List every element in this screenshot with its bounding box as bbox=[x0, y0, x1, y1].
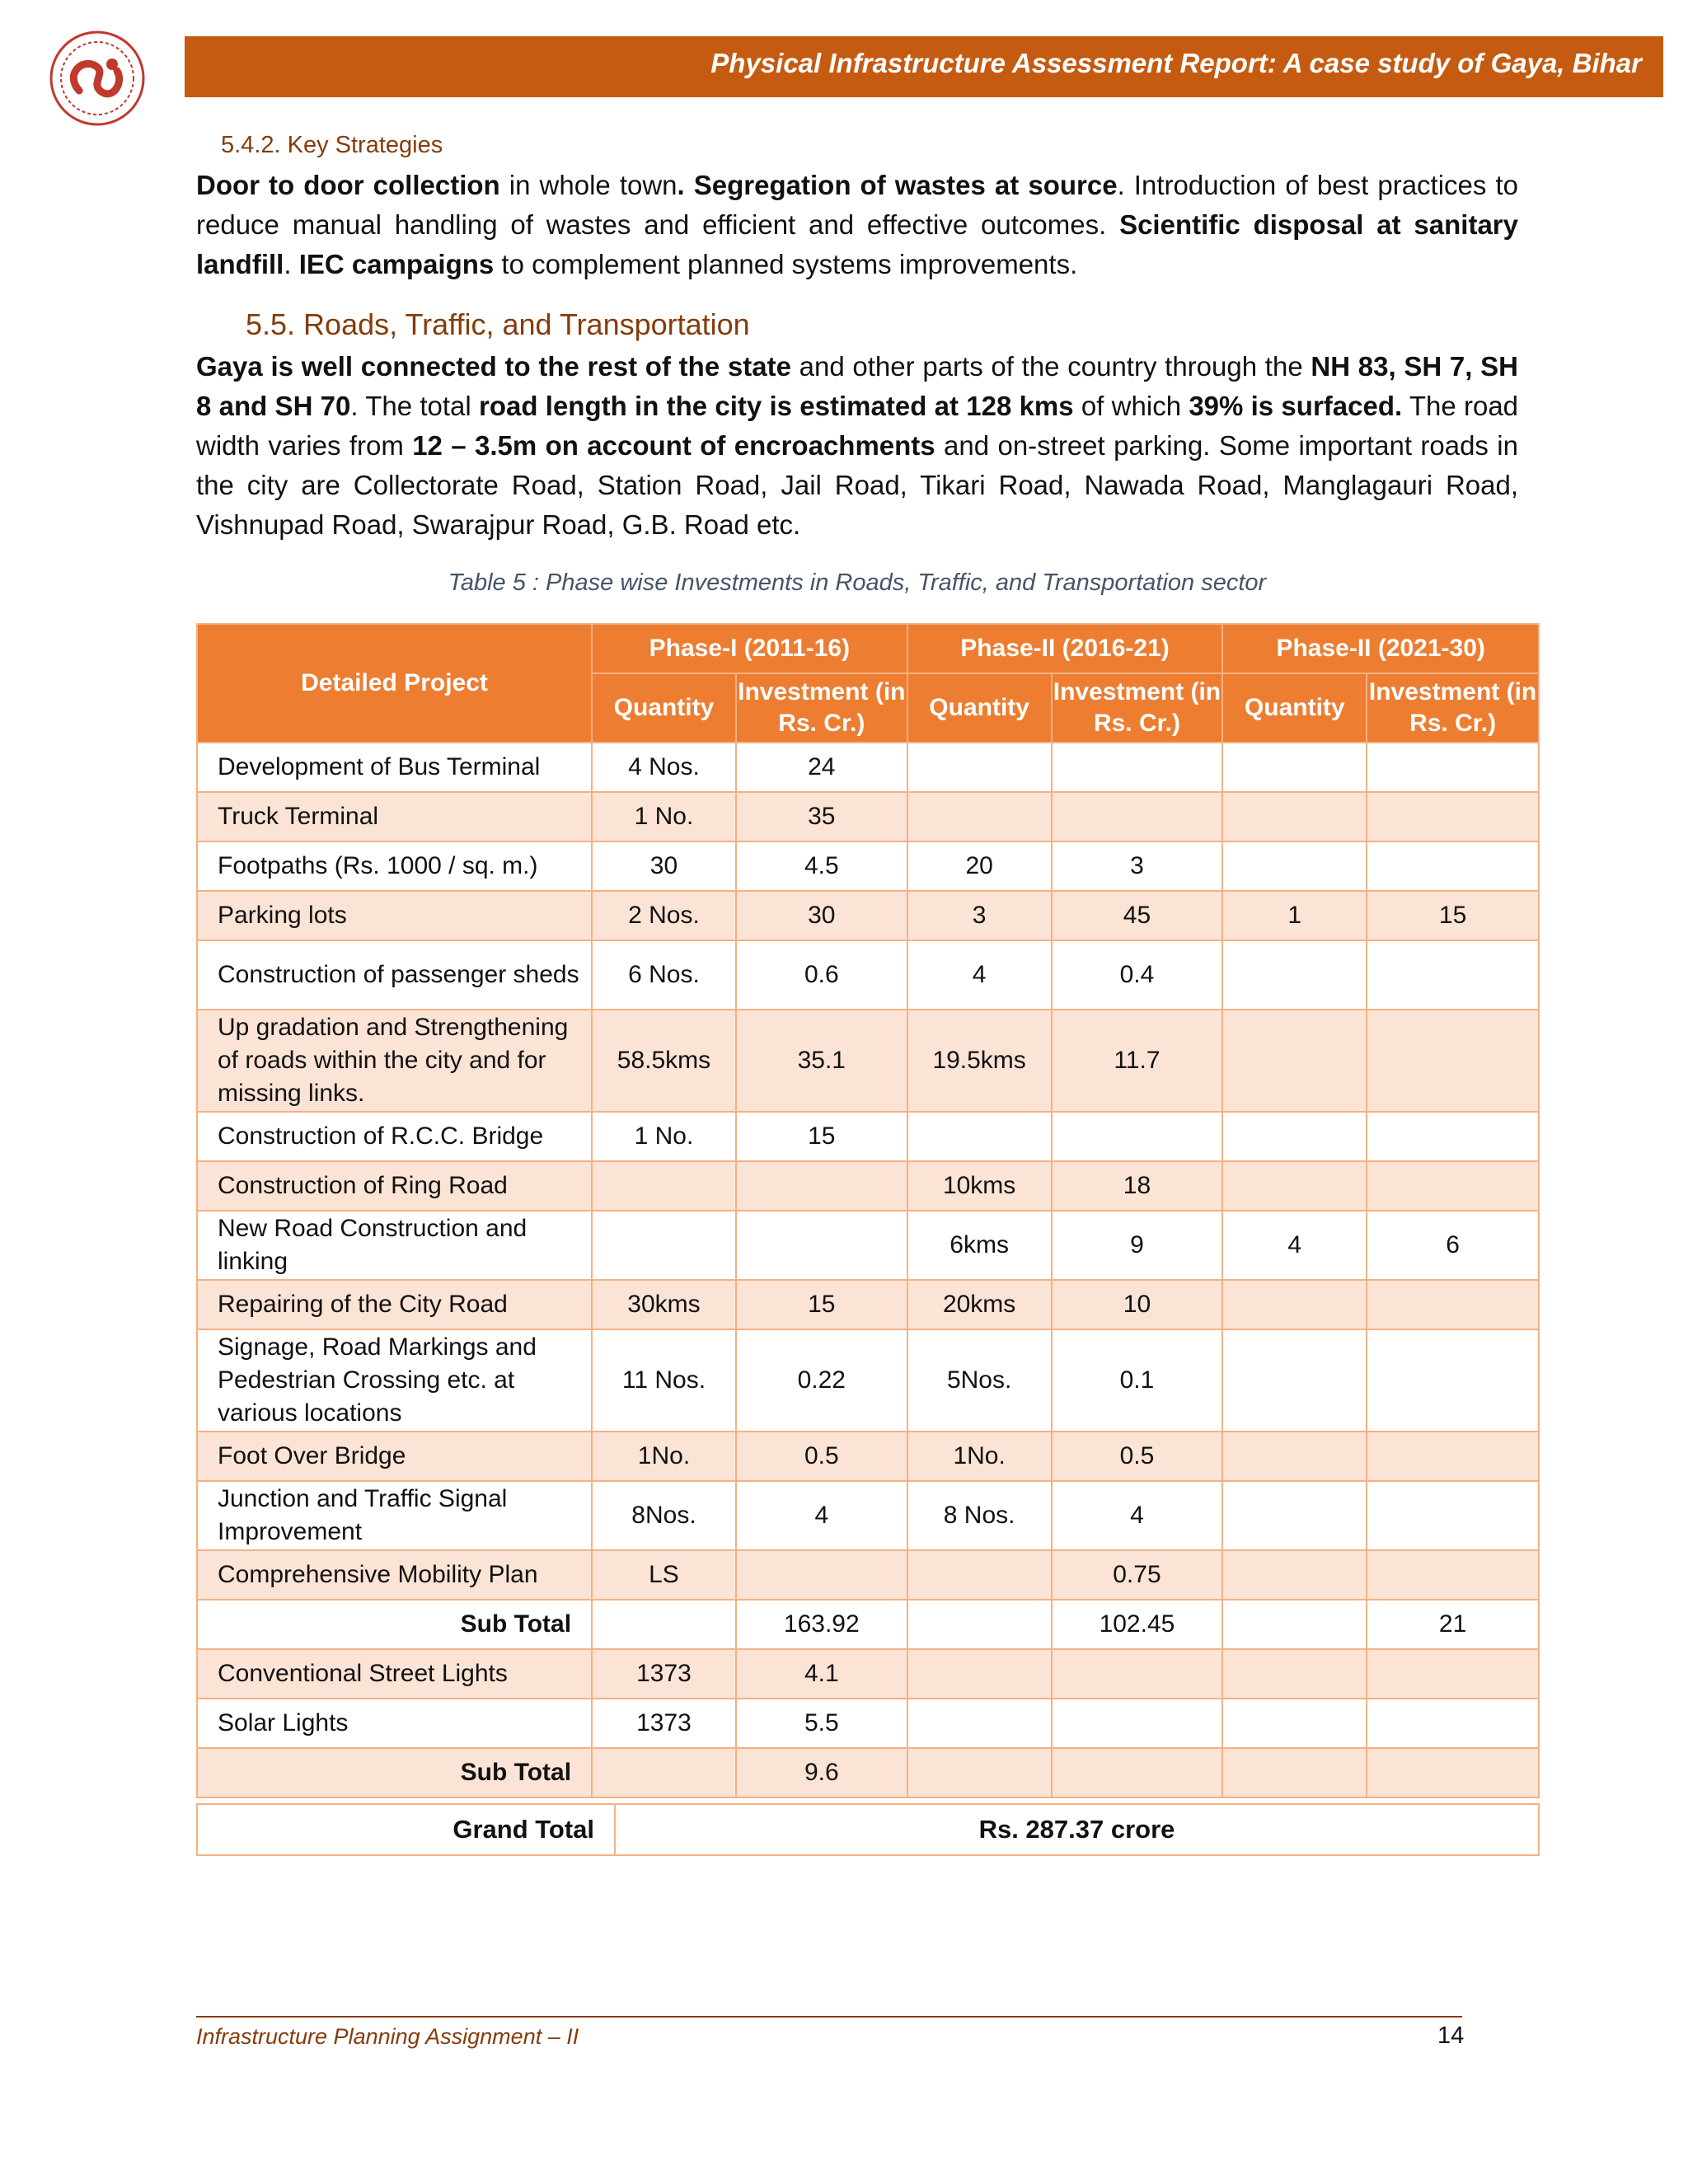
table-caption: Table 5 : Phase wise Investments in Roads, Traffic, and Transportation sector bbox=[448, 569, 1267, 596]
investment-cell: 3 bbox=[1052, 841, 1223, 891]
investment-cell: 0.5 bbox=[1052, 1432, 1223, 1481]
project-name-cell: Conventional Street Lights bbox=[197, 1649, 592, 1699]
quantity-cell: 30kms bbox=[592, 1280, 736, 1329]
investment-cell: 15 bbox=[1367, 891, 1539, 940]
investment-cell: 0.1 bbox=[1052, 1329, 1223, 1432]
text-bold: 12 – 3.5m on account of encroachments bbox=[412, 430, 935, 461]
quantity-cell bbox=[1222, 841, 1367, 891]
quantity-cell: 20kms bbox=[907, 1280, 1052, 1329]
text-run: The road width varies from bbox=[196, 391, 1519, 461]
investment-cell bbox=[1367, 1481, 1539, 1550]
project-name-cell: Truck Terminal bbox=[197, 792, 592, 841]
phase-header: Phase-II (2021-30) bbox=[1222, 624, 1539, 673]
investment-cell bbox=[1367, 940, 1539, 1010]
quantity-cell bbox=[1222, 940, 1367, 1010]
investment-cell bbox=[1367, 1010, 1539, 1112]
quantity-cell bbox=[907, 1699, 1052, 1748]
quantity-cell: 58.5kms bbox=[592, 1010, 736, 1112]
quantity-cell: 4 bbox=[1222, 1211, 1367, 1280]
text-run: . The total bbox=[350, 391, 479, 421]
col-header-investment: Investment (in Rs. Cr.) bbox=[736, 673, 907, 743]
table-row bbox=[197, 1329, 1539, 1432]
quantity-cell: 1373 bbox=[592, 1649, 736, 1699]
table-row bbox=[197, 743, 1539, 792]
investment-cell bbox=[1052, 1649, 1223, 1699]
col-header-investment: Investment (in Rs. Cr.) bbox=[1052, 673, 1223, 743]
table-row bbox=[197, 1699, 1539, 1748]
investment-cell: 102.45 bbox=[1052, 1600, 1223, 1649]
quantity-cell: 1 No. bbox=[592, 1112, 736, 1161]
text-bold: NH 83, SH 7, SH 8 and SH 70 bbox=[196, 351, 1518, 421]
table-row bbox=[197, 940, 1539, 1010]
text-run: . Introduction of best practices to reduce manual handling of wastes and efficient and effective outcomes. bbox=[196, 170, 1519, 240]
quantity-cell bbox=[907, 1550, 1052, 1600]
quantity-cell bbox=[1222, 1550, 1367, 1600]
investment-cell: 4.5 bbox=[736, 841, 907, 891]
quantity-cell bbox=[1222, 792, 1367, 841]
investment-table bbox=[196, 623, 1540, 1798]
quantity-cell bbox=[592, 1211, 736, 1280]
quantity-cell: 8 Nos. bbox=[907, 1481, 1052, 1550]
investment-cell: 18 bbox=[1052, 1161, 1223, 1211]
project-name-cell: Construction of Ring Road bbox=[197, 1161, 592, 1211]
investment-cell bbox=[736, 1161, 907, 1211]
project-name-cell: Construction of passenger sheds bbox=[197, 940, 592, 1010]
text-run: to complement planned systems improvements. bbox=[494, 249, 1078, 279]
table-row bbox=[197, 1010, 1539, 1112]
investment-cell bbox=[1367, 1161, 1539, 1211]
table-row bbox=[197, 1748, 1539, 1797]
quantity-cell: 20 bbox=[907, 841, 1052, 891]
quantity-cell: 4 Nos. bbox=[592, 743, 736, 792]
footer-rule bbox=[196, 2016, 1462, 2018]
footer-assignment-title: Infrastructure Planning Assignment – II bbox=[196, 2024, 579, 2049]
text-bold: . Segregation of wastes at source bbox=[677, 170, 1118, 200]
text-bold: road length in the city is estimated at 128 kms bbox=[479, 391, 1074, 421]
table-row bbox=[197, 1280, 1539, 1329]
quantity-cell bbox=[592, 1161, 736, 1211]
investment-cell bbox=[1367, 1280, 1539, 1329]
quantity-cell: 6kms bbox=[907, 1211, 1052, 1280]
report-title: Physical Infrastructure Assessment Report: A case study of Gaya, Bihar bbox=[710, 48, 1642, 78]
investment-cell: 4 bbox=[736, 1481, 907, 1550]
quantity-cell bbox=[907, 1600, 1052, 1649]
project-name-cell: Comprehensive Mobility Plan bbox=[197, 1550, 592, 1600]
project-name-cell: Development of Bus Terminal bbox=[197, 743, 592, 792]
text-bold: Gaya is well connected to the rest of the state bbox=[196, 351, 791, 382]
quantity-cell bbox=[1222, 1329, 1367, 1432]
investment-cell bbox=[1367, 1550, 1539, 1600]
quantity-cell: 4 bbox=[907, 940, 1052, 1010]
text-bold: Scientific disposal at sanitary landfill bbox=[196, 209, 1518, 279]
quantity-cell: 6 Nos. bbox=[592, 940, 736, 1010]
quantity-cell bbox=[1222, 1161, 1367, 1211]
quantity-cell bbox=[1222, 1481, 1367, 1550]
quantity-cell bbox=[592, 1748, 736, 1797]
investment-cell: 10 bbox=[1052, 1280, 1223, 1329]
text-run: and on-street parking. Some important roads in the city are Collectorate Road, Station Road, Jail Road, Tikari Road, Nawada Road, Manglagauri Road, Vishnupad Road, Swarajpur Road, G.B. Road etc. bbox=[196, 430, 1518, 540]
quantity-cell bbox=[1222, 1748, 1367, 1797]
table-row bbox=[197, 1550, 1539, 1600]
subtotal-label: Sub Total bbox=[197, 1600, 592, 1649]
phase-header: Phase-II (2016-21) bbox=[907, 624, 1223, 673]
table-row bbox=[197, 1112, 1539, 1161]
table-row bbox=[197, 891, 1539, 940]
col-header-quantity: Quantity bbox=[592, 673, 736, 743]
grand-total-label: Grand Total bbox=[197, 1804, 615, 1855]
quantity-cell: LS bbox=[592, 1550, 736, 1600]
quantity-cell: 3 bbox=[907, 891, 1052, 940]
investment-cell: 15 bbox=[736, 1280, 907, 1329]
investment-cell bbox=[1367, 841, 1539, 891]
project-name-cell: Foot Over Bridge bbox=[197, 1432, 592, 1481]
table-row bbox=[197, 1649, 1539, 1699]
col-header-investment: Investment (in Rs. Cr.) bbox=[1367, 673, 1539, 743]
roads-paragraph bbox=[196, 347, 1518, 545]
text-run: . bbox=[284, 249, 299, 279]
investment-cell: 15 bbox=[736, 1112, 907, 1161]
table-row bbox=[197, 1481, 1539, 1550]
project-name-cell: New Road Construction and linking bbox=[197, 1211, 592, 1280]
quantity-cell bbox=[1222, 1010, 1367, 1112]
investment-cell bbox=[736, 1211, 907, 1280]
project-name-cell: Repairing of the City Road bbox=[197, 1280, 592, 1329]
investment-cell: 30 bbox=[736, 891, 907, 940]
quantity-cell bbox=[907, 1748, 1052, 1797]
text-bold: IEC campaigns bbox=[298, 249, 495, 279]
key-strategies-paragraph bbox=[196, 166, 1518, 284]
investment-cell: 5.5 bbox=[736, 1699, 907, 1748]
investment-cell: 0.5 bbox=[736, 1432, 907, 1481]
investment-cell bbox=[1367, 1112, 1539, 1161]
quantity-cell: 1No. bbox=[907, 1432, 1052, 1481]
text-run: and other parts of the country through the bbox=[790, 351, 1311, 382]
quantity-cell: 10kms bbox=[907, 1161, 1052, 1211]
quantity-cell bbox=[1222, 1432, 1367, 1481]
investment-cell bbox=[1367, 792, 1539, 841]
quantity-cell: 2 Nos. bbox=[592, 891, 736, 940]
quantity-cell: 1 bbox=[1222, 891, 1367, 940]
investment-cell: 21 bbox=[1367, 1600, 1539, 1649]
investment-cell bbox=[1367, 1748, 1539, 1797]
investment-cell: 0.22 bbox=[736, 1329, 907, 1432]
quantity-cell: 19.5kms bbox=[907, 1010, 1052, 1112]
investment-cell bbox=[1052, 743, 1223, 792]
investment-cell: 0.75 bbox=[1052, 1550, 1223, 1600]
table-row bbox=[197, 1600, 1539, 1649]
table-row bbox=[197, 1161, 1539, 1211]
col-header-quantity: Quantity bbox=[1222, 673, 1367, 743]
investment-cell bbox=[1052, 1699, 1223, 1748]
col-header-project: Detailed Project bbox=[197, 624, 592, 743]
project-name-cell: Junction and Traffic Signal Improvement bbox=[197, 1481, 592, 1550]
investment-cell bbox=[1052, 1748, 1223, 1797]
investment-cell: 24 bbox=[736, 743, 907, 792]
quantity-cell bbox=[592, 1600, 736, 1649]
quantity-cell bbox=[907, 1649, 1052, 1699]
investment-cell: 0.6 bbox=[736, 940, 907, 1010]
investment-cell bbox=[1367, 743, 1539, 792]
project-name-cell: Construction of R.C.C. Bridge bbox=[197, 1112, 592, 1161]
investment-cell bbox=[1052, 1112, 1223, 1161]
investment-cell bbox=[1052, 792, 1223, 841]
quantity-cell bbox=[1222, 1112, 1367, 1161]
quantity-cell bbox=[907, 743, 1052, 792]
quantity-cell: 11 Nos. bbox=[592, 1329, 736, 1432]
quantity-cell: 1 No. bbox=[592, 792, 736, 841]
quantity-cell: 30 bbox=[592, 841, 736, 891]
investment-cell: 35 bbox=[736, 792, 907, 841]
investment-cell: 4.1 bbox=[736, 1649, 907, 1699]
institute-logo bbox=[31, 25, 163, 132]
heading-key-strategies: 5.4.2. Key Strategies bbox=[221, 132, 443, 158]
quantity-cell bbox=[1222, 1600, 1367, 1649]
quantity-cell bbox=[1222, 743, 1367, 792]
table-row bbox=[197, 792, 1539, 841]
project-name-cell: Parking lots bbox=[197, 891, 592, 940]
investment-cell: 4 bbox=[1052, 1481, 1223, 1550]
col-header-quantity: Quantity bbox=[907, 673, 1052, 743]
grand-total-table bbox=[196, 1803, 1540, 1856]
investment-cell: 11.7 bbox=[1052, 1010, 1223, 1112]
text-run: in whole town bbox=[499, 170, 678, 200]
phase-header: Phase-I (2011-16) bbox=[592, 624, 907, 673]
quantity-cell: 5Nos. bbox=[907, 1329, 1052, 1432]
text-run: of which bbox=[1073, 391, 1189, 421]
quantity-cell bbox=[1222, 1649, 1367, 1699]
table-body bbox=[197, 743, 1539, 1797]
investment-cell bbox=[736, 1550, 907, 1600]
header-bar bbox=[185, 36, 1663, 97]
quantity-cell bbox=[1222, 1280, 1367, 1329]
investment-cell: 9.6 bbox=[736, 1748, 907, 1797]
quantity-cell bbox=[907, 1112, 1052, 1161]
table-row bbox=[197, 1211, 1539, 1280]
investment-cell bbox=[1367, 1699, 1539, 1748]
subtotal-label: Sub Total bbox=[197, 1748, 592, 1797]
investment-cell: 6 bbox=[1367, 1211, 1539, 1280]
project-name-cell: Solar Lights bbox=[197, 1699, 592, 1748]
project-name-cell: Footpaths (Rs. 1000 / sq. m.) bbox=[197, 841, 592, 891]
heading-roads-traffic: 5.5. Roads, Traffic, and Transportation bbox=[246, 307, 750, 341]
table-row bbox=[197, 841, 1539, 891]
table-row bbox=[197, 1432, 1539, 1481]
quantity-cell bbox=[1222, 1699, 1367, 1748]
quantity-cell: 1373 bbox=[592, 1699, 736, 1748]
page-number: 14 bbox=[1437, 2022, 1465, 2049]
quantity-cell: 1No. bbox=[592, 1432, 736, 1481]
investment-cell: 9 bbox=[1052, 1211, 1223, 1280]
project-name-cell: Signage, Road Markings and Pedestrian Crossing etc. at various locations bbox=[197, 1329, 592, 1432]
logo-emblem-icon bbox=[31, 25, 163, 132]
grand-total-value: Rs. 287.37 crore bbox=[615, 1804, 1539, 1855]
investment-cell bbox=[1367, 1329, 1539, 1432]
quantity-cell bbox=[907, 792, 1052, 841]
quantity-cell: 8Nos. bbox=[592, 1481, 736, 1550]
investment-cell: 35.1 bbox=[736, 1010, 907, 1112]
text-bold: 39% is surfaced. bbox=[1189, 391, 1403, 421]
investment-cell: 45 bbox=[1052, 891, 1223, 940]
investment-cell bbox=[1367, 1649, 1539, 1699]
investment-cell: 163.92 bbox=[736, 1600, 907, 1649]
page-content bbox=[196, 132, 1537, 1856]
text-bold: Door to door collection bbox=[196, 170, 500, 200]
project-name-cell: Up gradation and Strengthening of roads within the city and for missing links. bbox=[197, 1010, 592, 1112]
investment-cell bbox=[1367, 1432, 1539, 1481]
investment-cell: 0.4 bbox=[1052, 940, 1223, 1010]
